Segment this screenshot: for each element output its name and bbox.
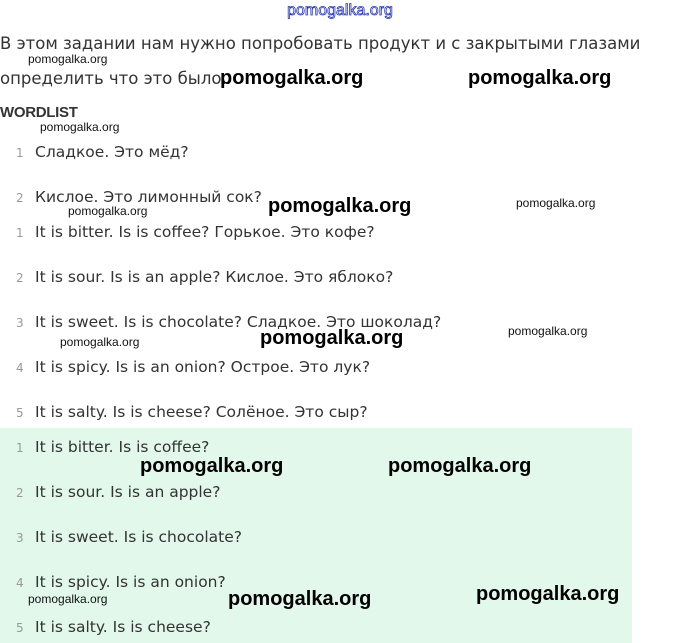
- list-item-number: 2: [16, 191, 24, 205]
- site-logo-watermark: pomogalka.org: [287, 2, 393, 19]
- list-item-number: 4: [16, 361, 24, 375]
- watermark: pomogalka.org: [476, 583, 620, 605]
- list-item-text: It is sour. Is is an apple? Кислое. Это яблоко?: [35, 268, 394, 286]
- list-item-text: It is sweet. Is is chocolate?: [35, 528, 243, 546]
- watermark: pomogalka.org: [516, 196, 596, 210]
- watermark: pomogalka.org: [268, 195, 412, 217]
- intro-text-line-2: определить что это было.: [0, 69, 227, 88]
- list-item-number: 1: [16, 226, 24, 240]
- list-item-text: It is bitter. Is is coffee? Горькое. Это кофе?: [35, 223, 375, 241]
- watermark: pomogalka.org: [220, 67, 364, 89]
- list-item-number: 3: [16, 531, 24, 545]
- list-item-text: It is spicy. Is is an onion? Острое. Это лук?: [35, 358, 371, 376]
- list-item-number: 5: [16, 406, 24, 420]
- list-item-number: 4: [16, 576, 24, 590]
- list-item-number: 2: [16, 486, 24, 500]
- list-item-text: It is bitter. Is is coffee?: [35, 438, 210, 456]
- list-item-number: 1: [16, 146, 24, 160]
- watermark: pomogalka.org: [508, 324, 588, 338]
- watermark: pomogalka.org: [28, 52, 108, 66]
- list-item-number: 1: [16, 441, 24, 455]
- watermark: pomogalka.org: [260, 327, 404, 349]
- watermark: pomogalka.org: [228, 588, 372, 610]
- watermark: pomogalka.org: [468, 67, 612, 89]
- wordlist-heading: WORDLIST: [0, 104, 78, 121]
- intro-text-line-1: В этом задании нам нужно попробовать продукт и с закрытыми глазами: [0, 34, 641, 53]
- list-item-text: It is sweet. Is is chocolate? Сладкое. Это шоколад?: [35, 313, 442, 331]
- watermark: pomogalka.org: [28, 592, 108, 606]
- watermark: pomogalka.org: [68, 204, 148, 218]
- watermark: pomogalka.org: [140, 455, 284, 477]
- list-item-text: It is spicy. Is is an onion?: [35, 573, 226, 591]
- list-item-text: It is sour. Is is an apple?: [35, 483, 221, 501]
- list-item-text: It is salty. Is is cheese?: [35, 618, 211, 636]
- list-item-text: It is salty. Is is cheese? Солёное. Это сыр?: [35, 403, 368, 421]
- watermark: pomogalka.org: [388, 455, 532, 477]
- watermark: pomogalka.org: [40, 120, 120, 134]
- list-item-number: 2: [16, 271, 24, 285]
- watermark: pomogalka.org: [60, 335, 140, 349]
- list-item-text: Кислое. Это лимонный сок?: [35, 188, 262, 206]
- list-item-number: 3: [16, 316, 24, 330]
- list-item-number: 5: [16, 621, 24, 635]
- list-item-text: Сладкое. Это мёд?: [35, 143, 189, 161]
